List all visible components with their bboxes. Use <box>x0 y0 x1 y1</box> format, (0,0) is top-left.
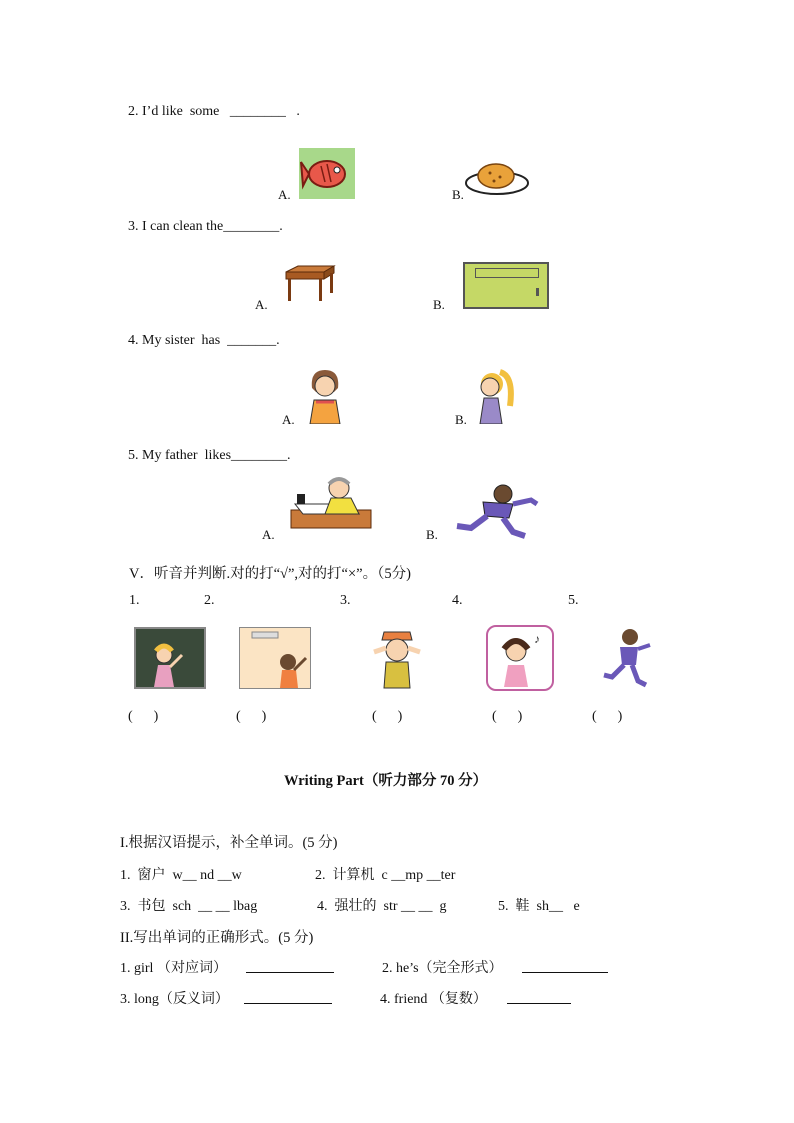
question-3: 3. I can clean the________. <box>128 219 283 234</box>
covering-ears-boy-picture <box>364 622 430 690</box>
part-2-item-4: 4. friend （复数） <box>380 992 487 1007</box>
drawing-man-picture <box>289 474 372 530</box>
part-1-item-4: 4. 强壮的 str __ __ g <box>317 899 447 914</box>
part-2-title: II.写出单词的正确形式。(5 分) <box>120 930 314 946</box>
section-5-title: V．听音并判断.对的打“√”,对的打“×”。（5分) <box>129 566 411 582</box>
option-a-label: A. <box>255 297 268 312</box>
roast-chicken-picture <box>464 155 530 197</box>
light-switch-boy-picture <box>239 627 311 689</box>
answer-bracket-4[interactable]: ( ) <box>492 709 523 724</box>
item-number-5: 5. <box>568 593 579 608</box>
ponytail-girl-picture <box>470 366 518 424</box>
option-b-label: B. <box>426 527 438 542</box>
svg-text:♪: ♪ <box>534 632 540 646</box>
question-4: 4. My sister has _______. <box>128 333 280 348</box>
writing-part-title: Writing Part（听力部分 70 分） <box>284 773 488 789</box>
short-hair-girl-picture <box>304 366 346 424</box>
option-a-label: A. <box>278 187 291 202</box>
door-picture <box>463 262 549 309</box>
answer-blank-3[interactable] <box>244 989 332 1004</box>
running-boy-picture <box>453 482 541 540</box>
option-a-label: A. <box>262 527 275 542</box>
option-a-label: A. <box>282 412 295 427</box>
question-5: 5. My father likes________. <box>128 448 291 463</box>
part-1-title: I.根据汉语提示，补全单词。(5 分) <box>120 835 338 851</box>
item-number-1: 1. <box>129 593 140 608</box>
part-1-item-3: 3. 书包 sch __ __ lbag <box>120 899 258 914</box>
fish-picture <box>299 148 355 199</box>
answer-bracket-5[interactable]: ( ) <box>592 709 623 724</box>
part-2-item-2: 2. he’s（完全形式） <box>382 961 503 976</box>
answer-bracket-3[interactable]: ( ) <box>372 709 403 724</box>
option-b-label: B. <box>452 187 464 202</box>
part-2-item-3: 3. long（反义词） <box>120 992 229 1007</box>
question-2: 2. I’d like some ________ . <box>128 104 300 119</box>
singing-girl-picture <box>486 625 554 691</box>
blackboard-girl-picture <box>134 627 206 689</box>
part-1-item-5: 5. 鞋 sh__ e <box>498 899 580 914</box>
answer-blank-2[interactable] <box>522 958 608 973</box>
part-2-item-1: 1. girl （对应词） <box>120 961 227 976</box>
answer-bracket-2[interactable]: ( ) <box>236 709 267 724</box>
answer-bracket-1[interactable]: ( ) <box>128 709 159 724</box>
desk-picture <box>284 264 336 304</box>
running-boy-small-picture <box>600 625 654 691</box>
part-1-item-2: 2. 计算机 c __mp __ter <box>315 868 456 883</box>
option-b-label: B. <box>455 412 467 427</box>
option-b-label: B. <box>433 297 445 312</box>
part-1-item-1: 1. 窗户 w__ nd __w <box>120 868 242 883</box>
answer-blank-4[interactable] <box>507 989 571 1004</box>
item-number-3: 3. <box>340 593 351 608</box>
item-number-4: 4. <box>452 593 463 608</box>
answer-blank-1[interactable] <box>246 958 334 973</box>
item-number-2: 2. <box>204 593 215 608</box>
